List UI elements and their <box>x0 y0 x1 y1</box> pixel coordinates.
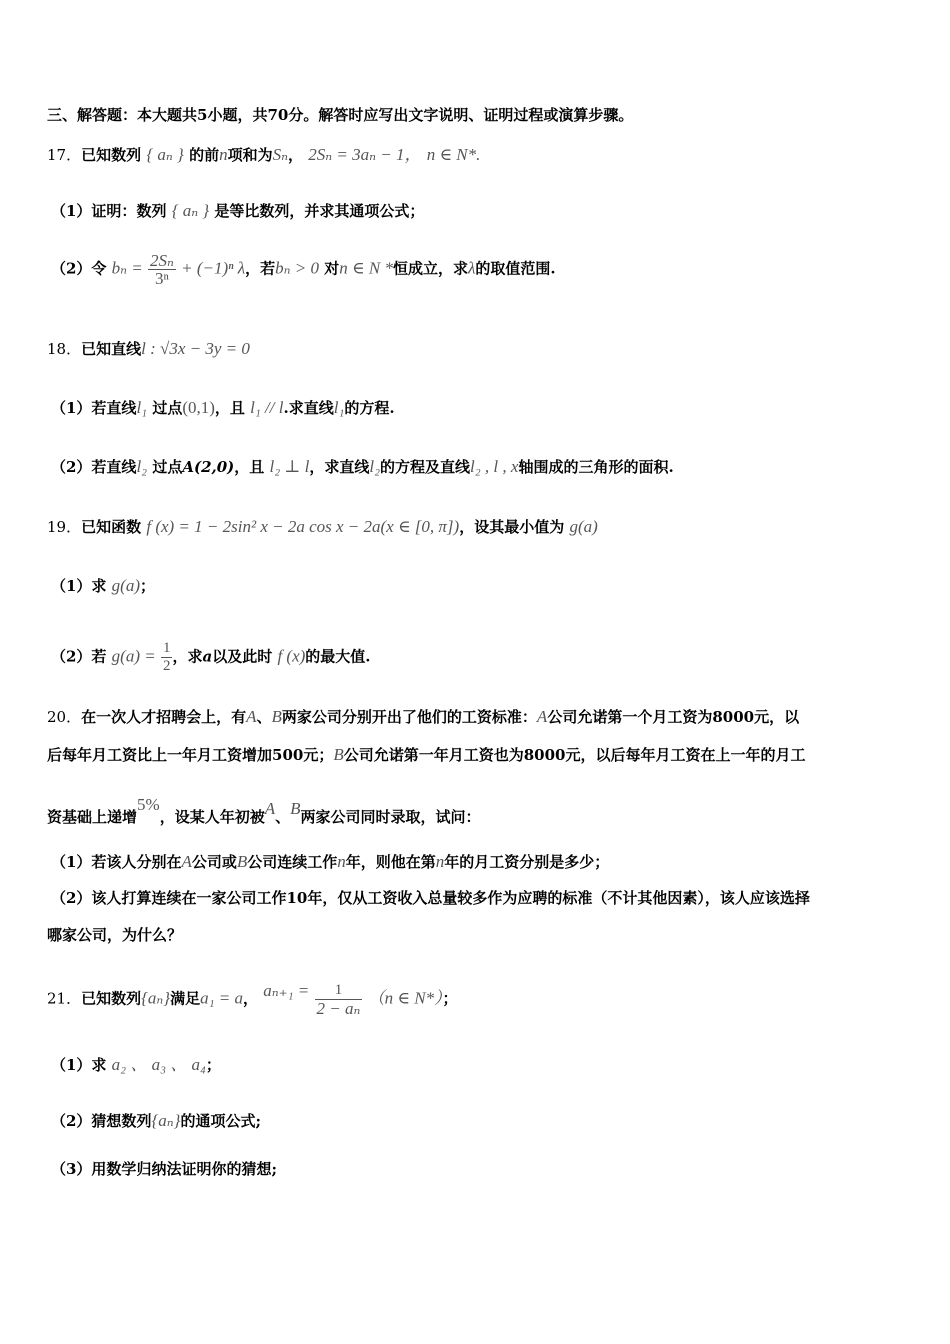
question-number: 20． <box>47 708 82 726</box>
math-sequence: {aₙ} <box>141 988 171 1008</box>
q19-text: 已知函数 <box>81 518 142 536</box>
q19-text: ，设其最小值为 <box>459 518 565 536</box>
math-l2: l₂ <box>369 457 381 476</box>
question-number: 17． <box>47 146 82 164</box>
q19-part-2 <box>51 640 371 675</box>
part-label: （2）令 <box>51 259 107 278</box>
part-label: （1）若该人分别在 <box>51 853 182 871</box>
math-a1: a₁ = a <box>200 988 244 1008</box>
math-point: A(2,0) <box>182 458 235 476</box>
math-g: g(a) <box>569 517 598 536</box>
part-label: （1）求 <box>51 577 107 595</box>
math-recurrence: aₙ₊₁ = <box>263 980 310 1000</box>
q20-text: 元，以后每年月工资在上一年的月工 <box>565 746 806 764</box>
math-lines: l₂ , l , x <box>470 457 519 476</box>
math-line: l : √3x − 3y = 0 <box>141 339 250 358</box>
part-text: .求直线 <box>283 399 334 417</box>
q20-text: 、 <box>256 708 272 726</box>
question-20-line-2 <box>47 744 806 765</box>
q21-part-3 <box>51 1158 277 1179</box>
math-sum: Sₙ <box>272 145 288 164</box>
q20-text: 两家公司同时录取，试问： <box>300 808 481 826</box>
q20-text: 元，以 <box>754 708 800 726</box>
math-A: A <box>536 707 548 726</box>
math-lambda: λ <box>467 258 476 278</box>
part-text: ，若 <box>245 259 276 278</box>
math-inequality: bₙ > 0 <box>275 258 320 278</box>
question-21 <box>47 982 458 1017</box>
question-18 <box>47 338 250 359</box>
part-text: 过点 <box>152 399 183 417</box>
part-label: （1）证明：数列 <box>51 202 167 220</box>
part-text: 的方程. <box>344 399 395 417</box>
q18-part-1 <box>51 397 395 418</box>
math-f: f (x) <box>277 646 306 666</box>
q20-text: 资基础上递增 <box>47 808 138 826</box>
part-label: （2）该人打算连续在一家公司工作 <box>51 889 287 907</box>
section-header: 三、解答题：本大题共5小题，共70分。解答时应写出文字说明、证明过程或演算步骤。 <box>47 106 634 124</box>
q17-text: 的前 <box>189 146 220 164</box>
q20-text: 、 <box>275 808 291 826</box>
part-text: 的方程及直线 <box>380 458 471 476</box>
amount: 8000 <box>712 708 755 726</box>
amount: 8000 <box>523 746 566 764</box>
fraction: $\frac{\text{2Sₙ}}{\text{3ⁿ}}$ <box>150 251 174 288</box>
q21-part-1 <box>51 1050 221 1075</box>
math-l1: l₁ <box>136 398 148 417</box>
math-g: g(a) = <box>111 646 156 666</box>
math-perpendicular: l₂ ⊥ l <box>269 457 310 476</box>
question-number: 18． <box>47 340 82 358</box>
part-text: 的最大值. <box>305 647 371 666</box>
part-text: 公司连续工作 <box>247 853 338 871</box>
q17-text: 已知数列 <box>81 146 142 164</box>
math-l2: l₂ <box>136 457 148 476</box>
part-text: 年，则他在第 <box>345 853 436 871</box>
math-B: B <box>271 707 282 726</box>
math-sequence: { aₙ } <box>171 201 210 220</box>
part-label: （2）猜想数列 <box>51 1112 152 1130</box>
math-n: n <box>337 852 346 871</box>
math-A: A <box>181 852 192 871</box>
part-text: ，求 <box>172 647 203 666</box>
part-text: ，且 <box>214 399 245 417</box>
q21-part-2 <box>51 1110 261 1131</box>
math-condition: （n ∈ N*） <box>367 988 443 1008</box>
math-function: f (x) = 1 − 2sin² x − 2a cos x − 2a(x ∈ [0, π]) <box>146 517 460 536</box>
question-20-line-1 <box>47 706 799 727</box>
number: 10 <box>286 889 308 907</box>
q21-text: 满足 <box>170 989 201 1008</box>
part-text: 的取值范围. <box>475 259 556 278</box>
q20-part-2-cont <box>47 924 182 945</box>
q20-part-1 <box>51 851 609 872</box>
q20-text: 后每年月工资比上一年月工资增加 <box>47 746 273 764</box>
q20-text: 两家公司分别开出了他们的工资标准： <box>281 708 537 726</box>
math-term: + (−1)ⁿ λ <box>181 258 246 278</box>
part-label: （3）用数学归纳法证明你的猜想; <box>51 1160 277 1178</box>
math-sequence: {aₙ} <box>151 1111 181 1130</box>
part-label: （2）若 <box>51 647 107 666</box>
math-n: n <box>219 145 228 164</box>
math-B: B <box>290 799 301 818</box>
part-text: ； <box>140 577 156 595</box>
q17-part-1 <box>51 200 424 221</box>
part-text: 轴围成的三角形的面积. <box>518 458 674 476</box>
math-parallel: l₁ // l <box>250 398 284 417</box>
q17-part-2 <box>51 252 556 287</box>
math-condition: n ∈ N*. <box>426 145 481 164</box>
math-condition: n ∈ N * <box>339 258 393 278</box>
question-19 <box>47 516 598 537</box>
q20-text: 在一次人才招聘会上，有 <box>81 708 247 726</box>
part-text: ； <box>205 1056 221 1074</box>
part-text: 的通项公式; <box>180 1112 261 1130</box>
math-a: a <box>202 647 213 666</box>
part-text: 过点 <box>152 458 183 476</box>
math-g: g(a) <box>111 576 140 595</box>
fraction: $\frac{1}{\text{2 − aₙ}}$ <box>316 982 361 1018</box>
math-terms: a₂ 、 a₃ 、 a₄ <box>111 1055 206 1074</box>
q19-part-1 <box>51 575 155 596</box>
amount: 500 <box>272 746 304 764</box>
question-number: 19． <box>47 518 82 536</box>
q21-text: ； <box>442 989 458 1008</box>
part-text: 哪家公司，为什么？ <box>47 926 183 944</box>
part-text: 是等比数列，并求其通项公式； <box>214 202 425 220</box>
part-text: ，求直线 <box>309 458 370 476</box>
math-point: (0,1) <box>182 398 215 417</box>
q21-text: ， <box>243 989 259 1008</box>
math-n: n <box>435 852 445 871</box>
question-20-line-3 <box>47 795 481 827</box>
q21-text: 已知数列 <box>81 989 142 1008</box>
q20-text: 公司允诺第一年月工资也为 <box>343 746 524 764</box>
math-b: bₙ = <box>111 258 143 278</box>
fraction: $\frac{1}{2}$ <box>162 640 171 674</box>
question-17: 17．已知数列 { aₙ } 的前n项和为Sₙ， 2Sₙ = 3aₙ − 1， n ∈ N*. <box>47 145 481 164</box>
part-text: 以及此时 <box>212 647 273 666</box>
part-label: （1）若直线 <box>51 399 137 417</box>
part-text: 恒成立，求 <box>392 259 468 278</box>
q20-text: 公司允诺第一个月工资为 <box>547 708 713 726</box>
q20-part-2 <box>51 887 810 908</box>
q17-text: 项和为 <box>227 146 273 164</box>
part-label: （1）求 <box>51 1056 107 1074</box>
part-text: 年的月工资分别是多少； <box>444 853 610 871</box>
math-equation: 2Sₙ = 3aₙ − 1， <box>308 145 422 164</box>
part-label: （2）若直线 <box>51 458 137 476</box>
math-A: A <box>246 707 257 726</box>
math-sequence: { aₙ } <box>146 145 184 164</box>
math-l1: l₁ <box>333 398 345 417</box>
math-A: A <box>264 799 276 818</box>
q20-text: 元； <box>303 746 334 764</box>
part-text: 年，仅从工资收入总量较多作为应聘的标准（不计其他因素），该人应该选择 <box>307 889 810 907</box>
part-text: 公司或 <box>191 853 237 871</box>
q20-text: ，设某人年初被 <box>159 808 265 826</box>
math-B: B <box>236 852 248 871</box>
q18-text: 已知直线 <box>81 340 142 358</box>
question-number: 21． <box>47 989 82 1008</box>
part-text: ，且 <box>234 458 265 476</box>
math-B: B <box>333 745 344 764</box>
q18-part-2 <box>51 456 674 477</box>
part-text: 对 <box>324 259 340 278</box>
math-percent: 5% <box>137 795 160 814</box>
